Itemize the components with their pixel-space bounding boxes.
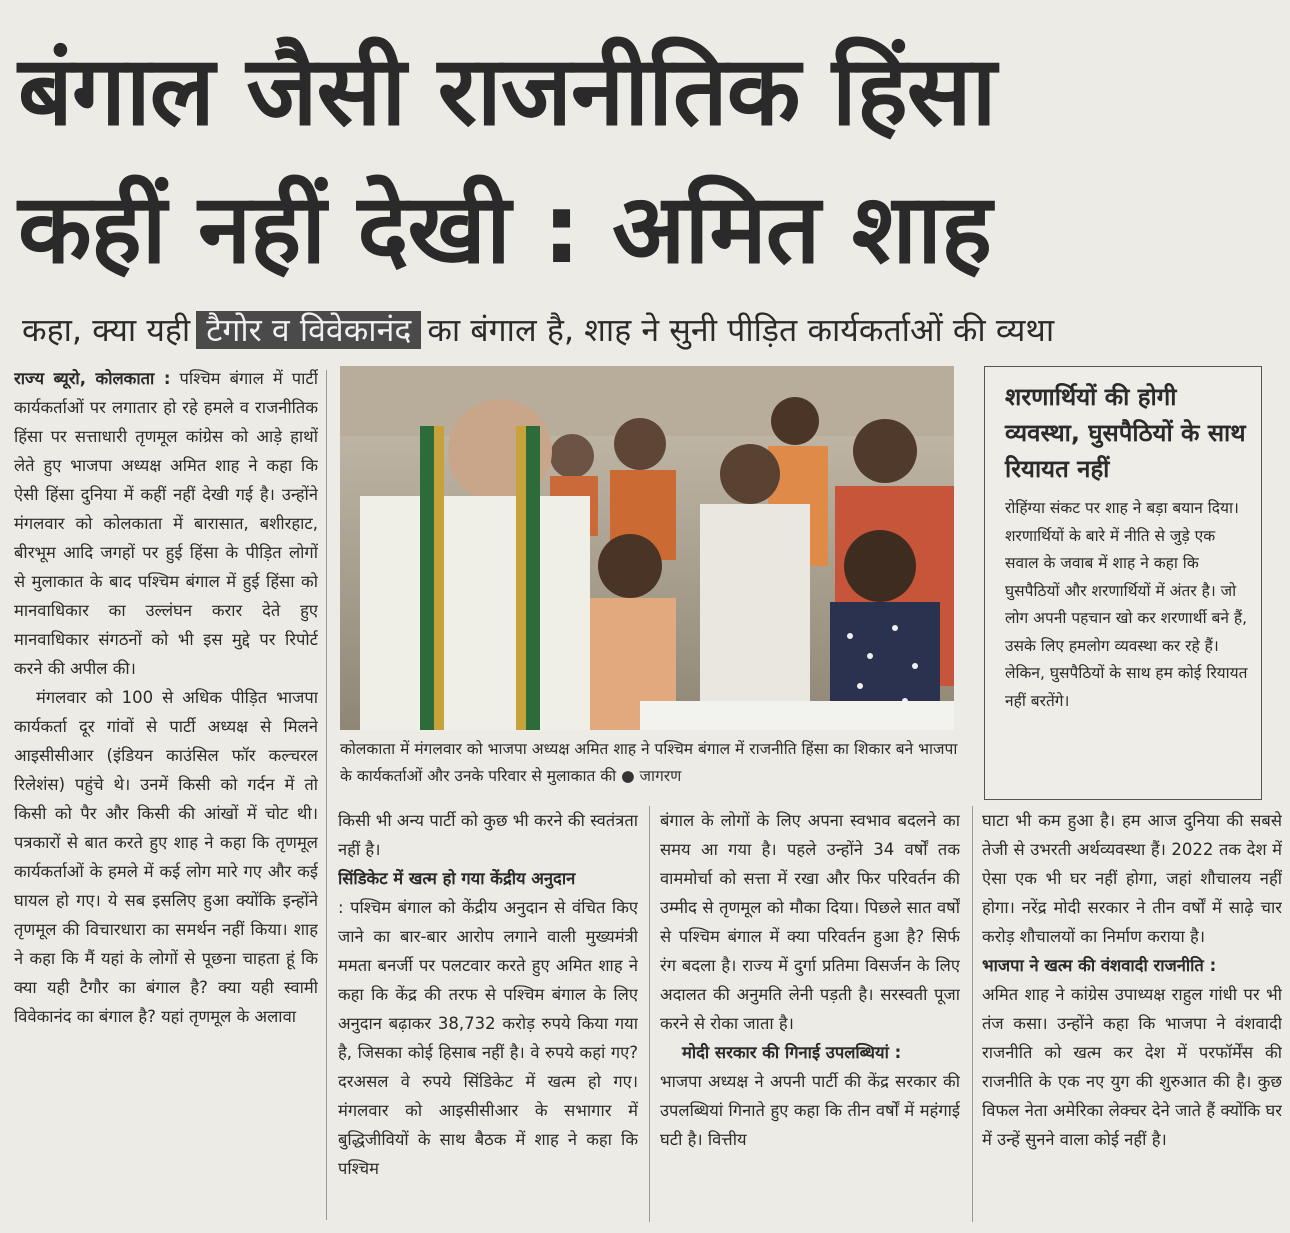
- article-column-1: [14, 364, 318, 1224]
- sidebar-box-body: रोहिंग्या संकट पर शाह ने बड़ा बयान दिया। शरणार्थियों के बारे में नीति से जुड़े एक सवाल के जवाब में शाह ने कहा कि घुसपैठियों और शरणार्थियों में अंतर है। जो लोग अपनी पहचान खो कर शरणार्थी बने हैं, उसके लिए हमलोग व्यवस्था कर रहे हैं। लेकिन, घुसपैठियों के साथ हम कोई रियायत नहीं बरतेंगे।: [1005, 499, 1248, 710]
- subhead-before: कहा, क्या यही: [22, 311, 191, 349]
- photo-illustration: [340, 366, 954, 730]
- caption-source: ● जागरण: [621, 767, 682, 785]
- headline: [18, 22, 1278, 298]
- paragraph: मंगलवार को 100 से अधिक पीड़ित भाजपा कार्यकर्ता दूर गांवों से पार्टी अध्यक्ष से मिलने आइसीसीआर (इंडियन काउंसिल फॉर कल्चरल रिलेशंस) पहुंचे थे। उनमें किसी को गर्दन में तो किसी को पैर और किसी की आंखों में चोट थी। पत्रकारों से बात करते हुए शाह ने कहा कि तृणमूल कार्यकर्ताओं के हमले में कई लोग मारे गए और कई घायल हो गए। ये सब इसलिए हुआ क्योंकि इन्होंने तृणमूल की विचारधारा का समर्थन नहीं किया। शाह ने कहा कि मैं यहां के लोगों से पूछना चाहता हूं कि क्या यही टैगौर का बंगाल है? क्या यही स्वामी विवेकानंद का बंगाल है? यहां तृणमूल के अलावा: [14, 688, 318, 1026]
- subheading-text: भाजपा ने खत्म की वंशवादी राजनीति :: [982, 956, 1217, 975]
- section-subheading: [660, 1038, 960, 1067]
- headline-line-2: कहीं नहीं देखी : अमित शाह: [18, 173, 992, 285]
- paragraph: बंगाल के लोगों के लिए अपना स्वभाव बदलने का समय आ गया है। पहले उन्होंने 34 वर्षों तक वाममोर्चा को सत्ता में रखा और फिर परिवर्तन की उम्मीद से तृणमूल को मौका दिया। पिछले सात वर्षों से पश्चिम बंगाल में क्या परिवर्तन हुआ है? सिर्फ रंग बदला है। राज्य में दुर्गा प्रतिमा विसर्जन के लिए अदालत की अनुमति लेनी पड़ती है। सरस्वती पूजा करने से रोका जाता है।: [660, 811, 960, 1033]
- subhead-highlight: टैगोर व विवेकानंद: [196, 311, 421, 349]
- subheading-text: सिंडिकेट में खत्म हो गया केंद्रीय अनुदान: [338, 869, 576, 888]
- paragraph: : पश्चिम बंगाल को केंद्रीय अनुदान से वंचित किए जाने का बार-बार आरोप लगाने वाली मुख्यमंत्री ममता बनर्जी पर पलटवार करते हुए अमित शाह ने कहा कि केंद्र की तरफ से पश्चिम बंगाल के लिए अनुदान बढ़ाकर 38,732 करोड़ रुपये किया गया है, जिसका कोई हिसाब नहीं है। वे रुपये कहां गए? दरअसल वे रुपये सिंडिकेट में खत्म हो गए। मंगलवार को आइसीसीआर के सभागार में बुद्धिजीवियों के साथ बैठक में शाह ने कहा कि पश्चिम: [338, 898, 638, 1178]
- sidebar-box-title: शरणार्थियों की होगी व्यवस्था, घुसपैठियों के साथ रियायत नहीं: [1005, 383, 1246, 483]
- headline-line-1: बंगाल जैसी राजनीतिक हिंसा: [18, 35, 996, 147]
- section-subheading: [982, 951, 1282, 980]
- news-photo: [340, 366, 954, 730]
- article-column-4: [982, 806, 1282, 1226]
- column-divider: [326, 370, 327, 1220]
- subheading-text: मोदी सरकार की गिनाई उपलब्धियां :: [682, 1043, 902, 1062]
- column-divider: [972, 806, 973, 1222]
- section-subheading: [338, 864, 638, 893]
- subheadline: [22, 306, 1272, 354]
- article-column-3: [660, 806, 960, 1226]
- subhead-after: का बंगाल है, शाह ने सुनी पीड़ित कार्यकर्ताओं की व्यथा: [427, 311, 1055, 349]
- paragraph: किसी भी अन्य पार्टी को कुछ भी करने की स्वतंत्रता नहीं है।: [338, 811, 638, 859]
- caption-text: कोलकाता में मंगलवार को भाजपा अध्यक्ष अमित शाह ने पश्चिम बंगाल में राजनीति हिंसा का शिकार बने भाजपा के कार्यकर्ताओं और उनके परिवार से मुलाकात की: [340, 740, 958, 785]
- paragraph: अमित शाह ने कांग्रेस उपाध्यक्ष राहुल गांधी पर भी तंज कसा। उन्होंने कहा कि भाजपा ने वंशवादी राजनीति को खत्म कर देश में परफॉर्मेंस की राजनीति के एक नए युग की शुरुआत की है। कुछ विफल नेता अमेरिका लेक्चर देने जाते हैं क्योंकि घर में उन्हें सुनने वाला कोई नहीं है।: [982, 985, 1282, 1149]
- dateline: राज्य ब्यूरो, कोलकाता :: [14, 369, 171, 388]
- lead-paragraph: [14, 364, 318, 683]
- paragraph: घाटा भी कम हुआ है। हम आज दुनिया की सबसे तेजी से उभरती अर्थव्यवस्था हैं। 2022 तक देश में ऐसा एक भी घर नहीं होगा, जहां शौचालय नहीं होगा। नरेंद्र मोदी सरकार ने तीन वर्षों में साढ़े चार करोड़ शौचालयों का निर्माण कराया है।: [982, 811, 1282, 946]
- column-divider: [649, 806, 650, 1222]
- paragraph: भाजपा अध्यक्ष ने अपनी पार्टी की केंद्र सरकार की उपलब्धियां गिनाते हुए कहा कि तीन वर्षों में महंगाई घटी है। वित्तीय: [660, 1072, 960, 1149]
- article-column-2: [338, 806, 638, 1226]
- lead-text: पश्चिम बंगाल में पार्टी कार्यकर्ताओं पर लगातार हो रहे हमले व राजनीतिक हिंसा पर सत्ताधारी तृणमूल कांग्रेस को आड़े हाथों लेते हुए भाजपा अध्यक्ष अमित शाह ने कहा कि ऐसी हिंसा दुनिया में कहीं नहीं देखी गई है। उन्होंने मंगलवार को कोलकाता में बारासात, बशीरहाट, बीरभूम आदि जगहों पर हुई हिंसा के पीड़ित लोगों से मुलाकात के बाद पश्चिम बंगाल में हुई हिंसा को मानवाधिकार का उल्लंघन करार देते हुए मानवाधिकार संगठनों को भी इस मुद्दे पर रिपोर्ट करने की अपील की।: [14, 369, 318, 678]
- sidebar-box: [984, 366, 1262, 800]
- photo-caption: [340, 736, 960, 790]
